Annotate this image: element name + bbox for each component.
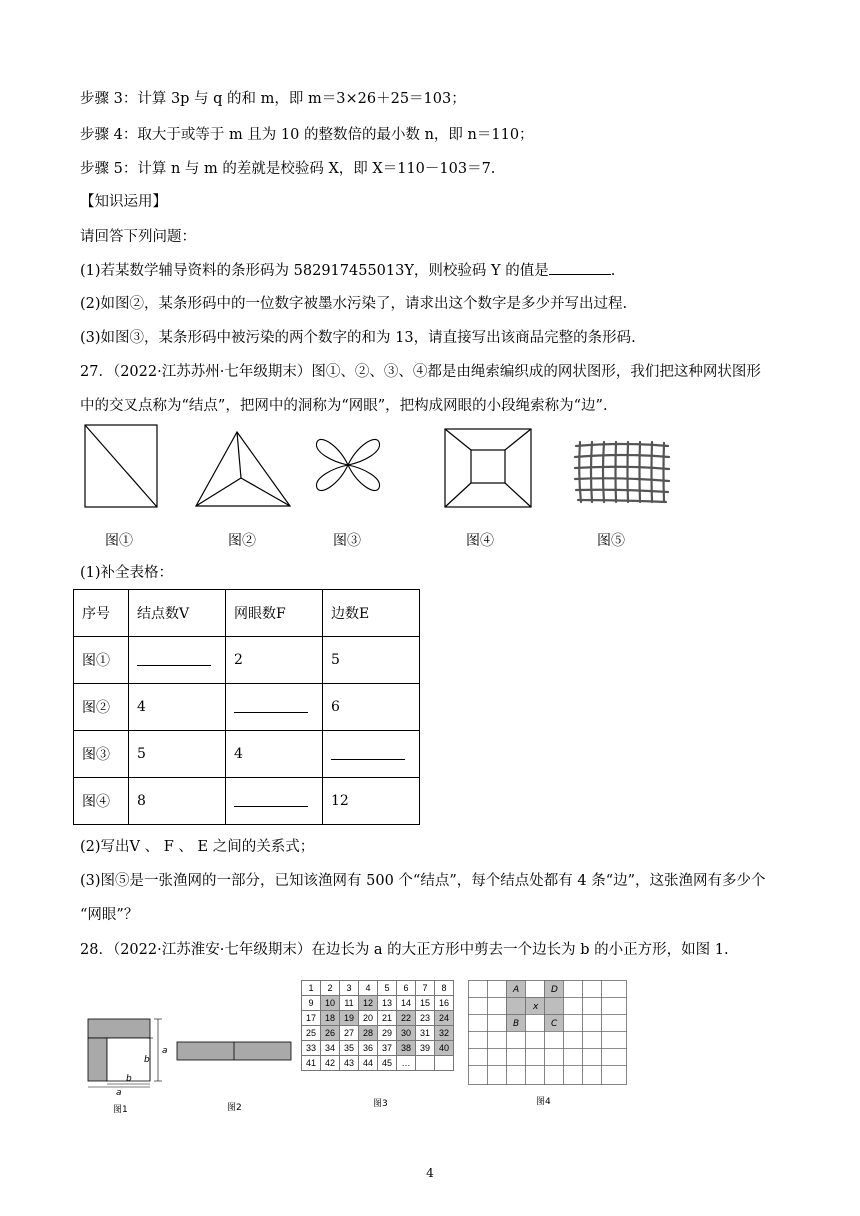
table-row [74, 778, 420, 825]
grid-cell: 10 [321, 996, 340, 1011]
question-1-text: (1)若某数学辅导资料的条形码为 582917455013Y，则校验码 Y 的值是 [80, 263, 549, 279]
page-number: 4 [426, 1166, 434, 1180]
table-row [74, 731, 420, 778]
grid-cell: 41 [302, 1056, 321, 1071]
fill-table-prompt: (1)补全表格： [80, 565, 174, 581]
grid-cell: 14 [397, 996, 416, 1011]
grid-cell: 28 [359, 1026, 378, 1041]
table-header: 网眼数F [226, 590, 323, 637]
question-2: (2)如图②，某条形码中的一位数字被墨水污染了，请求出这个数字是多少并写出过程. [80, 296, 628, 312]
grid-cell: 38 [397, 1041, 416, 1056]
grid-row [302, 1056, 454, 1071]
table-cell: 图① [74, 637, 129, 684]
table-cell: 6 [323, 684, 420, 731]
grid-cell: 11 [340, 996, 359, 1011]
grid-cell: 4 [359, 981, 378, 996]
table-cell-blank [226, 778, 323, 825]
grid-cell: 9 [302, 996, 321, 1011]
grid-cell: 39 [416, 1041, 435, 1056]
grid-cell: 5 [378, 981, 397, 996]
problem-28: 28．（2022·江苏淮安·七年级期末）在边长为 a 的大正方形中剪去一个边长为 b 的小正方形，如图 1. [80, 942, 729, 958]
table-row [74, 684, 420, 731]
table-cell-blank [323, 731, 420, 778]
grid-cell: 1 [302, 981, 321, 996]
label-a-horizontal: a [116, 1088, 122, 1095]
grid-cell: 19 [340, 1011, 359, 1026]
figure-5-net [572, 440, 672, 504]
caption-figure-3: 图③ [333, 533, 361, 549]
grid-cell: 2 [321, 981, 340, 996]
grid-cell: 17 [302, 1011, 321, 1026]
step-3: 步骤 3：计算 3p 与 q 的和 m，即 m＝3×26＋25＝103； [80, 91, 466, 107]
table-cell: 5 [323, 637, 420, 684]
caption-fig-4: 图4 [536, 1097, 551, 1107]
figure-4 [444, 428, 532, 508]
table-header: 序号 [74, 590, 129, 637]
grid-cell: 12 [359, 996, 378, 1011]
grid-label-d: D [551, 985, 558, 995]
grid-cell: 13 [378, 996, 397, 1011]
grid-cell: 20 [359, 1011, 378, 1026]
grid-cell: 15 [416, 996, 435, 1011]
grid-cell: 35 [340, 1041, 359, 1056]
question-3: (3)如图③，某条形码中被污染的两个数字的和为 13，请直接写出该商品完整的条形码. [80, 330, 636, 346]
grid-cell [435, 1056, 454, 1071]
knowledge-heading: 【知识运用】 [80, 194, 167, 210]
grid-cell: 8 [435, 981, 454, 996]
grid-cell: 7 [416, 981, 435, 996]
grid-cell: 29 [378, 1026, 397, 1041]
grid-cell: 31 [416, 1026, 435, 1041]
grid-cell: 21 [378, 1011, 397, 1026]
grid-label-x: x [533, 1002, 539, 1012]
table-cell: 图④ [74, 778, 129, 825]
grid-cell: 43 [340, 1056, 359, 1071]
problem-27-line-1: 27．（2022·江苏苏州·七年级期末）图①、②、③、④都是由绳索编织成的网状图形，我们把这种网状图形 [80, 364, 761, 380]
table-cell: 8 [129, 778, 226, 825]
data-table [73, 589, 420, 825]
table-cell-blank [129, 637, 226, 684]
grid-label-b: B [513, 1019, 520, 1029]
caption-figure-5: 图⑤ [597, 533, 625, 549]
grid-cell: 22 [397, 1011, 416, 1026]
table-cell: 2 [226, 637, 323, 684]
table-cell: 4 [226, 731, 323, 778]
grid-cell: 34 [321, 1041, 340, 1056]
table-header: 结点数V [129, 590, 226, 637]
caption-figure-4: 图④ [466, 533, 494, 549]
number-grid [301, 980, 454, 1071]
grid-cell: 6 [397, 981, 416, 996]
caption-fig-3: 图3 [373, 1099, 388, 1109]
answer-blank [549, 260, 611, 275]
grid-label-c: C [551, 1019, 558, 1029]
grid-cell: 3 [340, 981, 359, 996]
figure-3 [313, 432, 383, 498]
table-cell: 图③ [74, 731, 129, 778]
label-a-vertical: a [162, 1046, 168, 1056]
grid-cell: 33 [302, 1041, 321, 1056]
caption-figure-2: 图② [228, 533, 256, 549]
grid-cell: 42 [321, 1056, 340, 1071]
table-cell: 4 [129, 684, 226, 731]
label-b-vertical: b [144, 1055, 150, 1065]
grid-cell: 18 [321, 1011, 340, 1026]
grid-cell: 16 [435, 996, 454, 1011]
grid-row [302, 1041, 454, 1056]
grid-cell: 25 [302, 1026, 321, 1041]
grid-cell: 32 [435, 1026, 454, 1041]
figure-2 [193, 430, 293, 508]
grid-cell: 23 [416, 1011, 435, 1026]
grid-row [302, 1026, 454, 1041]
question-1 [80, 260, 615, 281]
grid-row [302, 996, 454, 1011]
table-header-row [74, 590, 420, 637]
caption-fig-2: 图2 [227, 1103, 242, 1113]
step-5: 步骤 5：计算 n 与 m 的差就是校验码 X，即 X＝110－103＝7. [80, 161, 496, 177]
grid-label-a: A [513, 985, 520, 995]
table-cell: 12 [323, 778, 420, 825]
label-b-horizontal: b [126, 1074, 132, 1084]
grid-cell: 24 [435, 1011, 454, 1026]
grid-cell: 30 [397, 1026, 416, 1041]
rectangle-figure [176, 1040, 292, 1064]
net-question-line-1: (3)图⑤是一张渔网的一部分，已知该渔网有 500 个“结点”，每个结点处都有 4 条“边”，这张渔网有多少个 [80, 873, 766, 889]
table-header: 边数E [323, 590, 420, 637]
square-cut-figure [84, 1015, 180, 1095]
grid-cell: … [397, 1056, 416, 1071]
grid-cell: 37 [378, 1041, 397, 1056]
net-question-line-2: “网眼”？ [80, 907, 139, 923]
table-cell-blank [226, 684, 323, 731]
grid-cell: 40 [435, 1041, 454, 1056]
figure-1 [84, 424, 158, 508]
caption-figure-1: 图① [105, 533, 133, 549]
grid-cell: 26 [321, 1026, 340, 1041]
table-cell: 图② [74, 684, 129, 731]
grid-cell: 27 [340, 1026, 359, 1041]
problem-27-line-2: 中的交叉点称为“结点”，把网中的洞称为“网眼”，把构成网眼的小段绳索称为“边”. [80, 398, 608, 414]
table-cell: 5 [129, 731, 226, 778]
table-row [74, 637, 420, 684]
grid-cell: 44 [359, 1056, 378, 1071]
grid-row [302, 981, 454, 996]
question-1-end: . [610, 263, 616, 279]
letter-grid [468, 980, 628, 1086]
caption-fig-1: 图1 [113, 1105, 128, 1115]
grid-cell [416, 1056, 435, 1071]
grid-cell: 36 [359, 1041, 378, 1056]
relation-question: (2)写出V 、 F 、 E 之间的关系式； [80, 839, 315, 855]
ask-line: 请回答下列问题： [80, 229, 196, 245]
grid-cell: 45 [378, 1056, 397, 1071]
grid-row [302, 1011, 454, 1026]
step-4: 步骤 4：取大于或等于 m 且为 10 的整数倍的最小数 n，即 n＝110； [80, 127, 534, 143]
